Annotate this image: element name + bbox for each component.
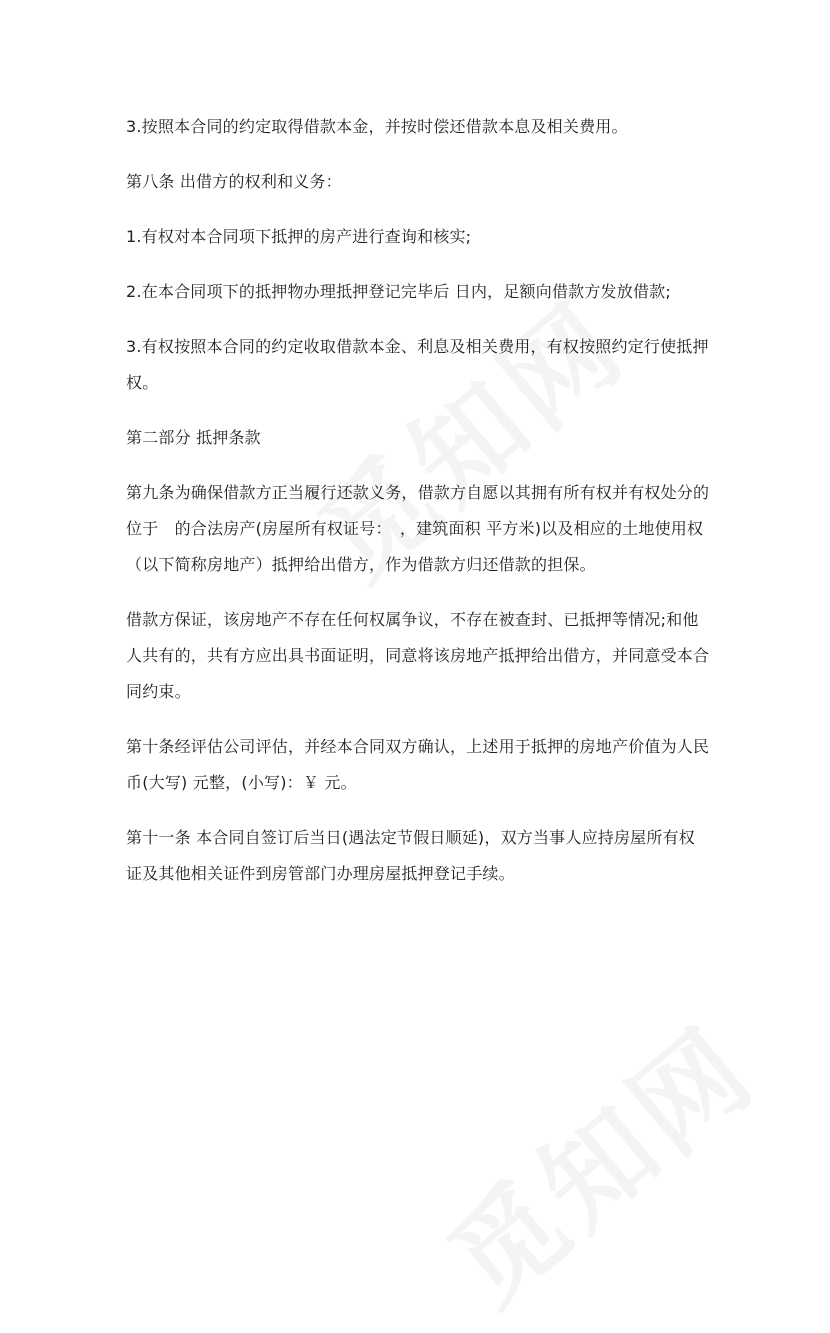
paragraph: 借款方保证，该房地产不存在任何权属争议，不存在被查封、已抵押等情况;和他人共有的，共有方应出具书面证明，同意将该房地产抵押给出借方，并同意受本合同约束。 xyxy=(126,610,710,701)
paragraph: 3.有权按照本合同的约定收取借款本金、利息及相关费用，有权按照约定行使抵押权。 xyxy=(126,337,709,392)
section-heading: 第二部分 抵押条款 xyxy=(126,428,261,447)
paragraph: 2.在本合同项下的抵押物办理抵押登记完毕后 日内，足额向借款方发放借款; xyxy=(126,282,671,301)
paragraph: 第十条经评估公司评估，并经本合同双方确认，上述用于抵押的房地产价值为人民币(大写) 元整，(小写)：￥ 元。 xyxy=(126,737,710,792)
paragraph: 第十一条 本合同自签订后当日(遇法定节假日顺延)，双方当事人应持房屋所有权证及其他相关证件到房管部门办理房屋抵押登记手续。 xyxy=(126,828,695,883)
document-body xyxy=(126,109,710,911)
paragraph: 第九条为确保借款方正当履行还款义务，借款方自愿以其拥有所有权并有权处分的位于 的合法房产(房屋所有权证号： ，建筑面积 平方米)以及相应的土地使用权（以下简称房地产）抵押给出借方，作为借款方归还借款的担保。 xyxy=(126,483,710,574)
section-heading: 第八条 出借方的权利和义务： xyxy=(126,172,342,191)
paragraph: 3.按照本合同的约定取得借款本金，并按时偿还借款本息及相关费用。 xyxy=(126,117,628,136)
paragraph: 1.有权对本合同项下抵押的房产进行查询和核实; xyxy=(126,227,472,246)
watermark xyxy=(411,985,784,1333)
